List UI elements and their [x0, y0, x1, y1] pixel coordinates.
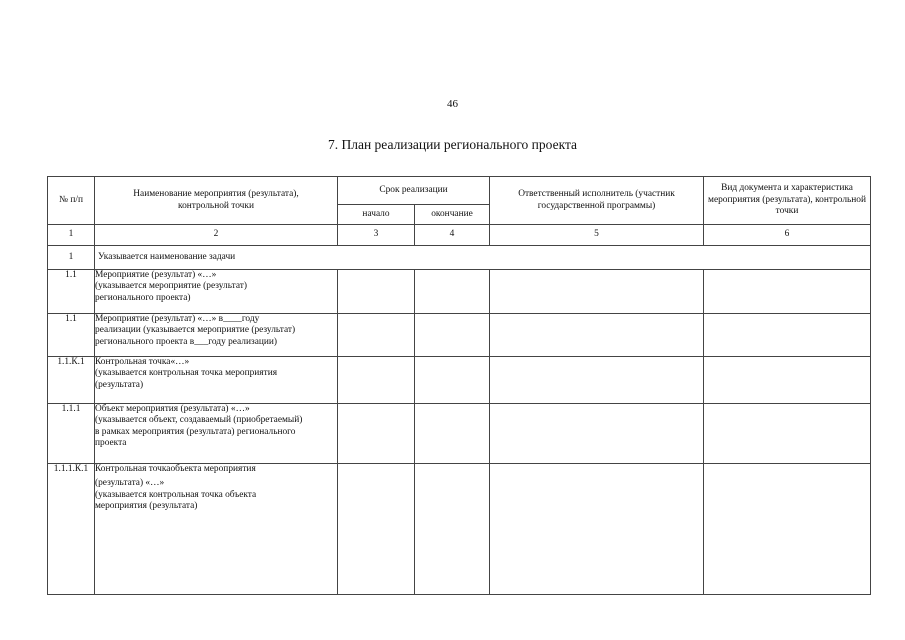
header-end: окончание [415, 205, 490, 225]
row-name-line: (указывается контрольная точка мероприятия [95, 368, 278, 379]
row-name-line: Мероприятие (результат) «…» в____году [95, 314, 260, 324]
row-name-line: реализации (указывается мероприятие (результат) [95, 325, 296, 336]
start-cell [338, 314, 415, 357]
task-row [48, 246, 871, 270]
document-cell [704, 270, 871, 314]
end-cell [415, 357, 490, 404]
row-index: 1 [48, 246, 95, 270]
document-cell [704, 464, 871, 595]
header-start: начало [338, 205, 415, 225]
document-cell [704, 314, 871, 357]
column-number: 5 [490, 225, 704, 246]
end-cell [415, 314, 490, 357]
row-name-line: (указывается объект, создаваемый (приобретаемый) [95, 415, 303, 426]
header-term: Срок реализации [338, 177, 490, 205]
document-title: 7. План реализации регионального проекта [327, 137, 578, 152]
row-name-line: проекта [95, 438, 127, 449]
header-responsible: Ответственный исполнитель (участник государственной программы) [490, 177, 704, 225]
row-name-line: (результата) «…» [95, 478, 165, 489]
table-header [48, 177, 871, 225]
responsible-cell [490, 464, 704, 595]
row-name [95, 270, 338, 314]
row-index: 1.1 [48, 314, 95, 357]
row-name [95, 464, 338, 595]
row-name [95, 314, 338, 357]
end-cell [415, 270, 490, 314]
task-name: Указывается наименование задачи [95, 246, 871, 270]
table-row [48, 357, 871, 404]
row-name-line: мероприятия (результата) [95, 501, 198, 512]
row-name [95, 404, 338, 464]
row-index: 1.1.1 [48, 404, 95, 464]
start-cell [338, 357, 415, 404]
column-number: 6 [704, 225, 871, 246]
row-name-line: Объект мероприятия (результата) «…» [95, 404, 250, 414]
table-row [48, 314, 871, 357]
table-row [48, 404, 871, 464]
row-name-line: Контрольная точка«…» [95, 357, 190, 367]
responsible-cell [490, 404, 704, 464]
row-index: 1.1.К.1 [48, 357, 95, 404]
implementation-plan-table [47, 176, 871, 595]
end-cell [415, 404, 490, 464]
column-number: 2 [95, 225, 338, 246]
responsible-cell [490, 357, 704, 404]
document-cell [704, 357, 871, 404]
page-number: 46 [447, 98, 458, 110]
row-name-line: (указывается мероприятие (результат) [95, 281, 247, 292]
header-num: № п/п [48, 177, 95, 225]
column-number: 3 [338, 225, 415, 246]
start-cell [338, 404, 415, 464]
table-row [48, 464, 871, 595]
row-name-line: Контрольная точкаобъекта мероприятия [95, 464, 256, 474]
row-index: 1.1 [48, 270, 95, 314]
document-cell [704, 404, 871, 464]
row-name-line: (результата) [95, 379, 144, 390]
table-row [48, 270, 871, 314]
row-name [95, 357, 338, 404]
responsible-cell [490, 270, 704, 314]
header-name: Наименование мероприятия (результата), контрольной точки [95, 177, 338, 225]
row-name-line: в рамках мероприятия (результата) регионального [95, 426, 296, 437]
column-number: 4 [415, 225, 490, 246]
column-number: 1 [48, 225, 95, 246]
row-name-line: регионального проекта) [95, 292, 191, 303]
column-numbers-row [48, 225, 871, 246]
header-document-type: Вид документа и характеристика мероприятия (результата), контрольной точки [704, 177, 871, 225]
row-name-line: Мероприятие (результат) «…» [95, 270, 217, 280]
responsible-cell [490, 314, 704, 357]
end-cell [415, 464, 490, 595]
row-name-line: регионального проекта в___году реализации) [95, 336, 278, 347]
row-name-line: (указывается контрольная точка объекта [95, 489, 257, 500]
start-cell [338, 270, 415, 314]
start-cell [338, 464, 415, 595]
row-index: 1.1.1.К.1 [48, 464, 95, 595]
